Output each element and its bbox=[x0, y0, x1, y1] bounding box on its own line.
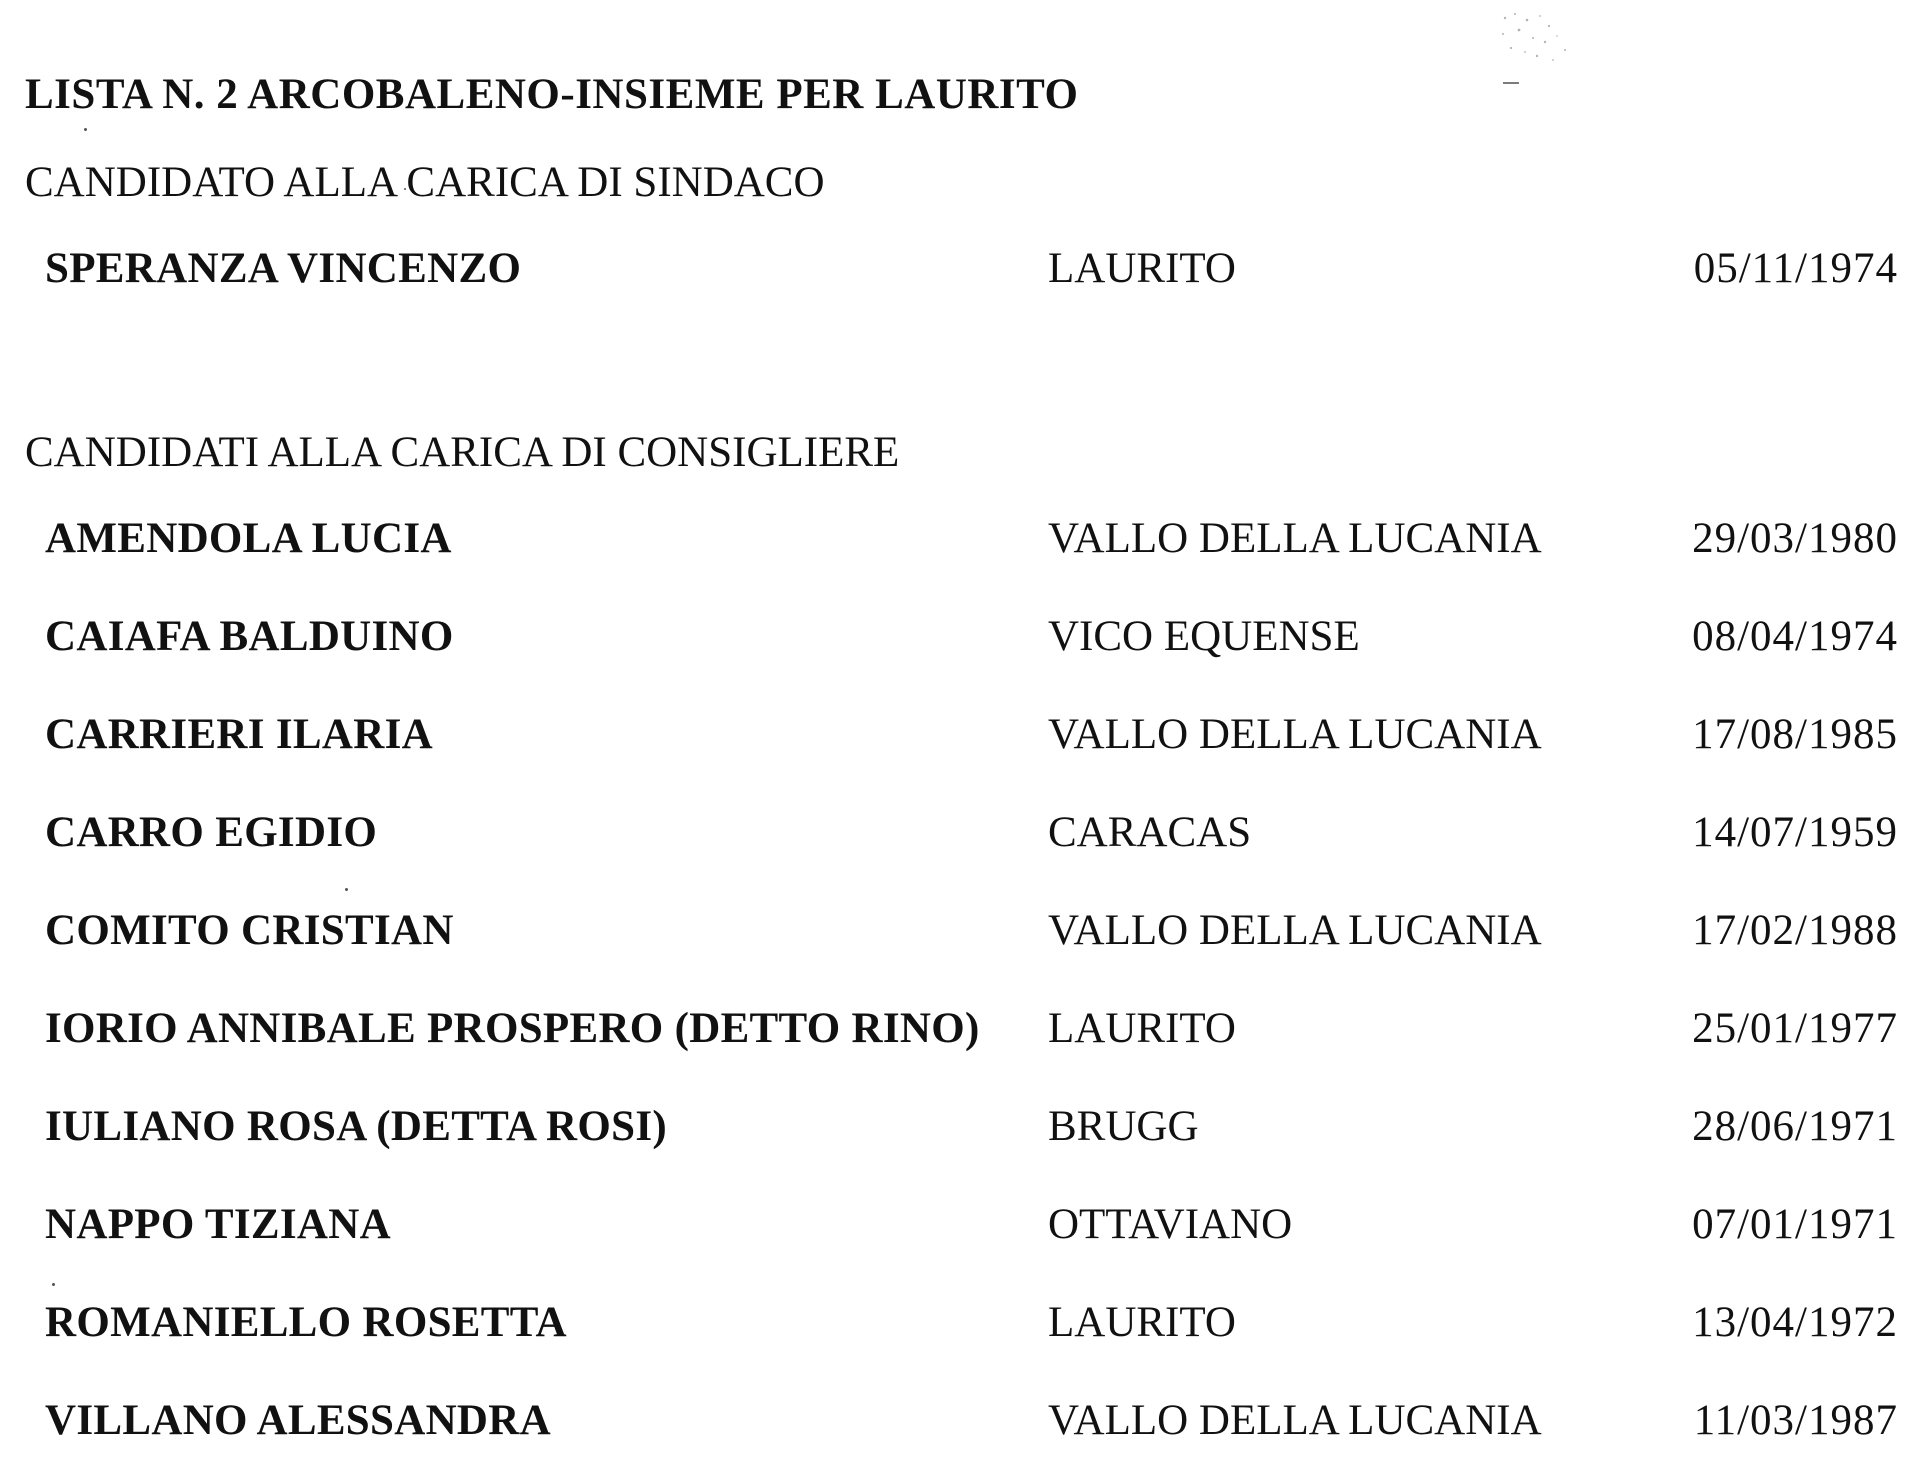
candidate-row bbox=[0, 1298, 1912, 1358]
candidate-name: CARRO EGIDIO bbox=[45, 809, 378, 856]
scan-speck bbox=[84, 128, 87, 131]
candidate-birth-date: 28/06/1971 bbox=[1692, 1103, 1898, 1150]
candidate-row bbox=[0, 808, 1912, 868]
candidate-birthplace: BRUGG bbox=[1048, 1103, 1199, 1150]
candidate-birth-date: 05/11/1974 bbox=[1693, 245, 1898, 292]
candidate-birthplace: OTTAVIANO bbox=[1048, 1201, 1293, 1248]
candidate-birthplace: VALLO DELLA LUCANIA bbox=[1048, 515, 1542, 562]
scan-speck bbox=[52, 1283, 55, 1286]
scan-speck bbox=[345, 888, 348, 891]
candidate-birth-date: 13/04/1972 bbox=[1692, 1299, 1898, 1346]
candidate-row bbox=[0, 1004, 1912, 1064]
candidate-birth-date: 17/02/1988 bbox=[1692, 907, 1898, 954]
candidate-name: COMITO CRISTIAN bbox=[45, 907, 454, 954]
scan-artifact bbox=[1485, 8, 1615, 88]
candidate-birthplace: LAURITO bbox=[1048, 1005, 1236, 1052]
candidate-name: CAIAFA BALDUINO bbox=[45, 613, 454, 660]
candidate-birth-date: 14/07/1959 bbox=[1692, 809, 1898, 856]
candidate-name: VILLANO ALESSANDRA bbox=[45, 1397, 551, 1444]
mayor-section-heading: CANDIDATO ALLA CARICA DI SINDACO bbox=[25, 159, 825, 206]
candidate-name: CARRIERI ILARIA bbox=[45, 711, 433, 758]
candidate-row bbox=[0, 1396, 1912, 1456]
candidate-row bbox=[0, 710, 1912, 770]
candidate-birth-date: 17/08/1985 bbox=[1692, 711, 1898, 758]
candidate-birthplace: LAURITO bbox=[1048, 1299, 1236, 1346]
candidate-row bbox=[0, 1102, 1912, 1162]
candidate-birth-date: 07/01/1971 bbox=[1692, 1201, 1898, 1248]
candidate-row bbox=[0, 1200, 1912, 1260]
candidate-name: NAPPO TIZIANA bbox=[45, 1201, 391, 1248]
candidate-birthplace: VALLO DELLA LUCANIA bbox=[1048, 1397, 1542, 1444]
candidate-name: ROMANIELLO ROSETTA bbox=[45, 1299, 567, 1346]
candidate-row bbox=[0, 612, 1912, 672]
candidate-birthplace: VALLO DELLA LUCANIA bbox=[1048, 711, 1542, 758]
candidate-birth-date: 29/03/1980 bbox=[1692, 515, 1898, 562]
candidate-birthplace: LAURITO bbox=[1048, 245, 1236, 292]
candidate-birthplace: CARACAS bbox=[1048, 809, 1252, 856]
candidate-birth-date: 25/01/1977 bbox=[1692, 1005, 1898, 1052]
candidate-row bbox=[0, 906, 1912, 966]
mayor-candidate-row bbox=[0, 244, 1912, 304]
candidate-row bbox=[0, 514, 1912, 574]
candidate-birth-date: 11/03/1987 bbox=[1693, 1397, 1898, 1444]
list-title: LISTA N. 2 ARCOBALENO-INSIEME PER LAURITO bbox=[25, 71, 1079, 118]
candidate-name: AMENDOLA LUCIA bbox=[45, 515, 452, 562]
candidate-name: IULIANO ROSA (DETTA ROSI) bbox=[45, 1103, 667, 1150]
candidate-name: IORIO ANNIBALE PROSPERO (DETTO RINO) bbox=[45, 1005, 980, 1052]
candidate-birthplace: VALLO DELLA LUCANIA bbox=[1048, 907, 1542, 954]
candidate-birthplace: VICO EQUENSE bbox=[1048, 613, 1360, 660]
council-section-heading: CANDIDATI ALLA CARICA DI CONSIGLIERE bbox=[25, 429, 900, 476]
candidate-name: SPERANZA VINCENZO bbox=[45, 245, 522, 292]
candidate-birth-date: 08/04/1974 bbox=[1692, 613, 1898, 660]
